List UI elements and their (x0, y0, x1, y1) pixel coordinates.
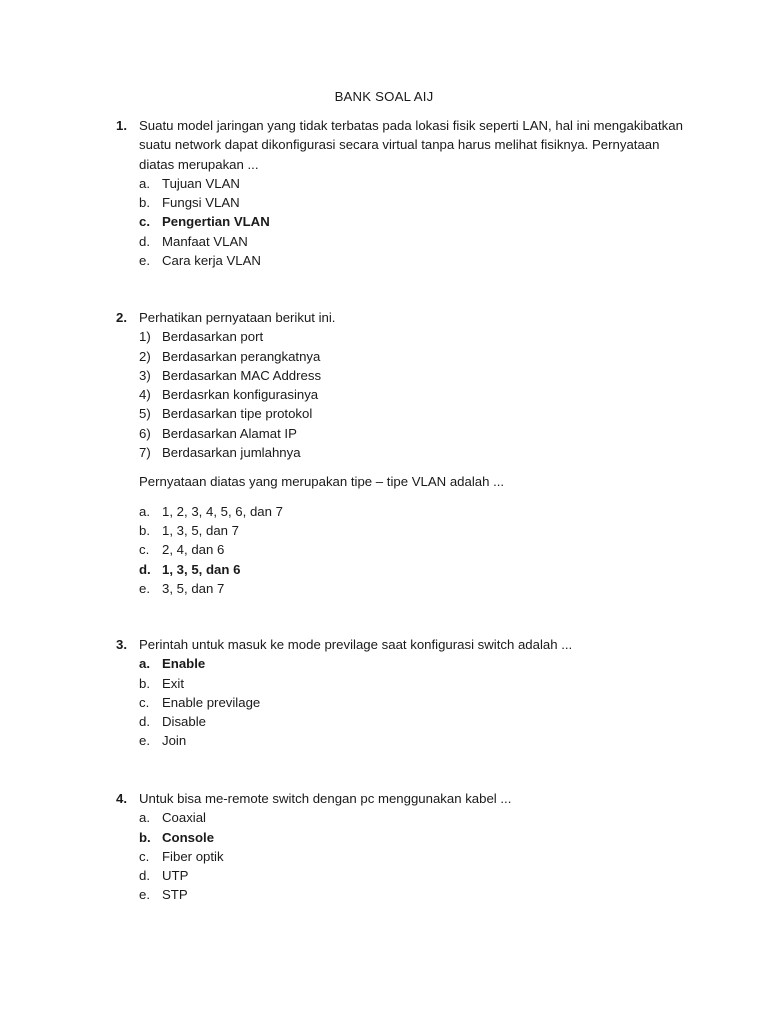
statement-text: Berdasrkan konfigurasinya (162, 387, 319, 403)
option-label: a. (139, 175, 150, 191)
statement-7 (116, 443, 686, 462)
option-c (116, 540, 686, 559)
option-a (116, 808, 686, 827)
statement-4 (116, 385, 686, 404)
option-text: Pengertian VLAN (162, 214, 270, 230)
option-a (116, 654, 686, 673)
answer-options (116, 502, 686, 598)
option-label: e. (139, 887, 150, 903)
statement-text: Berdasarkan jumlahnya (162, 445, 301, 461)
option-e (116, 731, 686, 750)
option-c (116, 847, 686, 866)
statement-5 (116, 404, 686, 423)
option-d (116, 560, 686, 579)
option-text: Enable previlage (162, 694, 261, 710)
option-b (116, 193, 686, 212)
option-label: c. (139, 848, 150, 864)
option-d (116, 232, 686, 251)
statement-label: 4) (139, 387, 151, 403)
question-number: 4. (116, 791, 127, 806)
option-text: Disable (162, 714, 206, 730)
answer-options (116, 808, 686, 904)
statement-text: Berdasarkan Alamat IP (162, 425, 297, 441)
option-text: Cara kerja VLAN (162, 253, 261, 269)
option-label: a. (139, 810, 150, 826)
statement-6 (116, 424, 686, 443)
question-3-stem (116, 635, 686, 654)
statement-list (116, 327, 686, 462)
option-label: b. (139, 829, 151, 845)
question-1 (116, 116, 686, 270)
statement-text: Berdasarkan MAC Address (162, 367, 322, 383)
question-number: 2. (116, 310, 127, 325)
option-text: Join (162, 733, 187, 749)
option-text: Manfaat VLAN (162, 233, 248, 249)
question-text: Perintah untuk masuk ke mode previlage saat konfigurasi switch adalah ... (139, 637, 573, 652)
option-text: UTP (162, 868, 189, 884)
question-prompt: Pernyataan diatas yang merupakan tipe – tipe VLAN adalah ... (139, 474, 505, 490)
question-1-stem (116, 116, 686, 174)
option-e (116, 579, 686, 598)
question-3 (116, 635, 686, 751)
statement-label: 5) (139, 406, 151, 422)
question-4-stem (116, 789, 686, 808)
option-text: 2, 4, dan 6 (162, 542, 225, 558)
option-c (116, 212, 686, 231)
answer-options (116, 174, 686, 270)
option-label: a. (139, 656, 150, 672)
option-text: 3, 5, dan 7 (162, 580, 225, 596)
option-b (116, 521, 686, 540)
option-label: e. (139, 253, 150, 269)
option-label: d. (139, 233, 150, 249)
option-a (116, 174, 686, 193)
question-2-stem (116, 308, 686, 327)
option-text: 1, 3, 5, dan 6 (162, 561, 241, 577)
option-text: Fungsi VLAN (162, 195, 240, 211)
statement-text: Berdasarkan port (162, 329, 264, 345)
option-label: e. (139, 733, 150, 749)
option-label: b. (139, 675, 150, 691)
option-label: c. (139, 214, 150, 230)
option-text: STP (162, 887, 188, 903)
statement-label: 1) (139, 329, 151, 345)
option-text: Tujuan VLAN (162, 175, 240, 191)
option-label: b. (139, 522, 150, 538)
statement-text: Berdasarkan perangkatnya (162, 348, 321, 364)
option-text: Exit (162, 675, 184, 691)
option-e (116, 251, 686, 270)
option-e (116, 885, 686, 904)
option-label: c. (139, 694, 150, 710)
option-b (116, 828, 686, 847)
option-d (116, 866, 686, 885)
option-label: d. (139, 561, 151, 577)
statement-label: 2) (139, 348, 151, 364)
question-text: Suatu model jaringan yang tidak terbatas pada lokasi fisik seperti LAN, hal ini mengakibatkan suatu network dapat dikonfigurasi secara virtual tanpa harus melihat fisiknya. Pernyataan diatas merupakan ... (139, 118, 683, 172)
option-c (116, 693, 686, 712)
statement-3 (116, 366, 686, 385)
statement-label: 6) (139, 425, 151, 441)
option-text: Fiber optik (162, 848, 224, 864)
page-title: BANK SOAL AIJ (334, 89, 434, 104)
option-label: d. (139, 714, 150, 730)
question-number: 1. (116, 118, 127, 133)
option-label: b. (139, 195, 150, 211)
option-b (116, 674, 686, 693)
question-number: 3. (116, 637, 127, 652)
question-2 (116, 308, 686, 598)
option-label: d. (139, 868, 150, 884)
question-text: Perhatikan pernyataan berikut ini. (139, 310, 336, 325)
option-text: Coaxial (162, 810, 206, 826)
option-d (116, 712, 686, 731)
answer-options (116, 654, 686, 750)
statement-1 (116, 327, 686, 346)
statement-label: 3) (139, 367, 151, 383)
option-label: a. (139, 503, 150, 519)
option-text: 1, 3, 5, dan 7 (162, 522, 239, 538)
question-4 (116, 789, 686, 905)
option-text: Enable (162, 656, 206, 672)
statement-text: Berdasarkan tipe protokol (162, 406, 313, 422)
option-text: Console (162, 829, 215, 845)
option-label: c. (139, 542, 150, 558)
option-text: 1, 2, 3, 4, 5, 6, dan 7 (162, 503, 283, 519)
question-text: Untuk bisa me-remote switch dengan pc menggunakan kabel ... (139, 791, 512, 806)
statement-label: 7) (139, 445, 151, 461)
option-a (116, 502, 686, 521)
option-label: e. (139, 580, 150, 596)
statement-2 (116, 347, 686, 366)
